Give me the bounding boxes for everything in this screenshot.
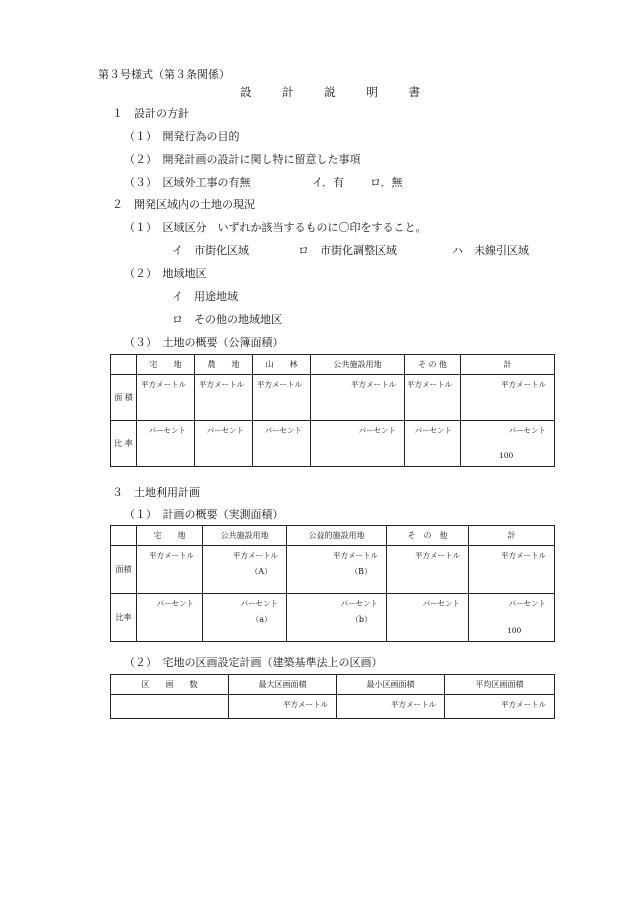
ratio-cell[interactable]: [203, 594, 287, 642]
avg-area-cell[interactable]: [445, 695, 555, 719]
col-header: 山 林: [253, 355, 311, 375]
row-label-ratio: 比率: [111, 594, 137, 642]
row-label-area: 面 積: [111, 375, 137, 421]
unit-label: パーセント: [264, 426, 302, 435]
area-cell[interactable]: [137, 375, 195, 421]
land-overview-table: [110, 354, 555, 467]
ratio-cell[interactable]: [195, 421, 253, 467]
total-percent: 100: [507, 626, 522, 635]
min-area-cell[interactable]: [337, 695, 445, 719]
ratio-cell[interactable]: [253, 421, 311, 467]
unit-label: 平方メートル: [141, 380, 186, 389]
area-cell[interactable]: [387, 546, 469, 594]
unit-label: パーセント: [240, 599, 278, 608]
unit-label: パーセント: [156, 599, 194, 608]
unit-label: 平方メートル: [283, 700, 328, 709]
ratio-cell[interactable]: [461, 421, 555, 467]
unit-label: 平方メートル: [391, 700, 436, 709]
mark-A: （A）: [250, 567, 272, 576]
area-cell[interactable]: [287, 546, 387, 594]
area-cell[interactable]: [311, 375, 405, 421]
unit-label: 平方メートル: [199, 380, 244, 389]
col-header: 宅 地: [137, 355, 195, 375]
area-cell[interactable]: [195, 375, 253, 421]
row-label-ratio: 比 率: [111, 421, 137, 467]
col-header: 計: [469, 526, 555, 546]
unit-label: 平方メートル: [233, 551, 278, 560]
unit-label: 平方メートル: [501, 551, 546, 560]
unit-label: パーセント: [508, 426, 546, 435]
max-area-cell[interactable]: [229, 695, 337, 719]
unit-label: パーセント: [508, 599, 546, 608]
col-header: そ の 他: [405, 355, 461, 375]
col-header-avg-area: 平均区画面積: [445, 675, 555, 695]
area-cell[interactable]: [461, 375, 555, 421]
section1-item3: （３） 区域外工事の有無: [124, 176, 251, 189]
section1-heading: １ 設計の方針: [112, 107, 189, 120]
total-percent: 100: [499, 451, 514, 460]
col-header-max-area: 最大区画面積: [229, 675, 337, 695]
col-header: 公益的施設用地: [287, 526, 387, 546]
ratio-cell[interactable]: [469, 594, 555, 642]
col-header-min-area: 最小区画面積: [337, 675, 445, 695]
area-cell[interactable]: [203, 546, 287, 594]
area-cell[interactable]: [253, 375, 311, 421]
option-yes: イ．有: [312, 176, 345, 189]
col-header: 農 地: [195, 355, 253, 375]
chiiki-option-youto: イ 用途地域: [172, 290, 238, 303]
col-header-lot-count: 区 画 数: [111, 675, 229, 695]
form-number: 第３号様式（第３条関係）: [98, 68, 230, 81]
unit-label: 平方メートル: [257, 380, 302, 389]
section2-item3: （３） 土地の概要（公簿面積）: [124, 336, 284, 349]
unit-label: 平方メートル: [415, 551, 460, 560]
unit-label: パーセント: [358, 426, 396, 435]
chiiki-option-sonota: ロ その他の地域地区: [172, 313, 282, 326]
title-char: 計: [282, 85, 294, 99]
ratio-cell[interactable]: [137, 594, 203, 642]
unit-label: パーセント: [206, 426, 244, 435]
unit-label: 平方メートル: [407, 380, 452, 389]
section3-heading: ３ 土地利用計画: [112, 486, 200, 499]
plan-overview-table: [110, 525, 555, 642]
section1-item1: （１） 開発行為の目的: [124, 130, 240, 143]
corner-cell: [111, 526, 137, 546]
kubun-option-shigaika: イ 市街化区域: [172, 244, 249, 257]
lot-plan-table: [110, 674, 555, 719]
unit-label: 平方メートル: [501, 380, 546, 389]
col-header: 公共施設用地: [311, 355, 405, 375]
ratio-cell[interactable]: [311, 421, 405, 467]
ratio-cell[interactable]: [287, 594, 387, 642]
area-cell[interactable]: [469, 546, 555, 594]
mark-b: （b）: [350, 615, 372, 624]
title-char: 明: [366, 85, 378, 99]
section3-item2: （２） 宅地の区画設定計画（建築基準法上の区画）: [124, 656, 383, 669]
ratio-cell[interactable]: [387, 594, 469, 642]
col-header: 計: [461, 355, 555, 375]
mark-a: （a）: [251, 615, 272, 624]
unit-label: パーセント: [148, 426, 186, 435]
title-char: 書: [408, 85, 420, 99]
col-header: 公共施設用地: [203, 526, 287, 546]
col-header: そ の 他: [387, 526, 469, 546]
section2-item1: （１） 区域区分 いずれか該当するものに〇印をすること。: [124, 221, 427, 234]
unit-label: 平方メートル: [351, 380, 396, 389]
mark-B: （B）: [350, 567, 372, 576]
title-char: 設: [240, 85, 252, 99]
section3-item1: （１） 計画の概要（実測面積）: [124, 508, 284, 521]
kubun-option-misenbiki: ハ 未線引区域: [452, 244, 529, 257]
unit-label: 平方メートル: [501, 700, 546, 709]
col-header: 宅 地: [137, 526, 203, 546]
unit-label: 平方メートル: [333, 551, 378, 560]
unit-label: パーセント: [422, 599, 460, 608]
ratio-cell[interactable]: [137, 421, 195, 467]
section2-heading: ２ 開発区域内の土地の現況: [112, 198, 255, 211]
area-cell[interactable]: [405, 375, 461, 421]
unit-label: パーセント: [414, 426, 452, 435]
unit-label: 平方メートル: [149, 551, 194, 560]
unit-label: パーセント: [340, 599, 378, 608]
section1-item2: （２） 開発計画の設計に関し特に留意した事項: [124, 153, 361, 166]
ratio-cell[interactable]: [405, 421, 461, 467]
option-no: ロ．無: [370, 176, 403, 189]
corner-cell: [111, 355, 137, 375]
row-label-area: 面積: [111, 546, 137, 594]
title-char: 説: [324, 85, 336, 99]
section2-item2: （２） 地域地区: [124, 267, 207, 280]
kubun-option-chosei: ロ 市街化調整区域: [298, 244, 397, 257]
area-cell[interactable]: [137, 546, 203, 594]
lot-count-cell[interactable]: [111, 695, 229, 719]
document-title: [240, 84, 420, 100]
